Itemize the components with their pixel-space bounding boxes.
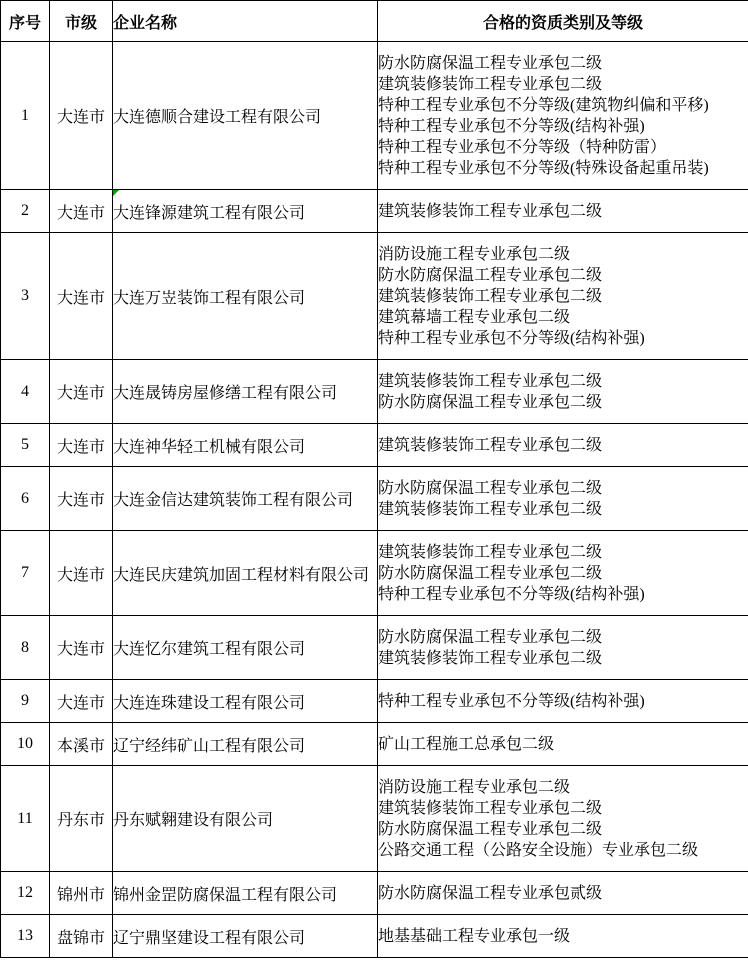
qualification-line: 特种工程专业承包不分等级(结构补强) (378, 329, 645, 347)
row-number-cell: 10 (1, 723, 50, 766)
header-row (1, 1, 748, 42)
table-row (1, 872, 748, 915)
city-cell: 锦州市 (50, 872, 113, 915)
company-name: 大连忆尔建筑工程有限公司 (113, 641, 306, 658)
company-cell (113, 233, 378, 360)
qualification-cell (378, 424, 748, 467)
qualification-line: 建筑装修装饰工程专业承包二级 (378, 202, 603, 220)
qualification-line: 防水防腐保温工程专业承包贰级 (378, 884, 603, 902)
table-body (1, 42, 748, 958)
qualification-line: 防水防腐保温工程专业承包二级 (378, 266, 603, 284)
qualification-line: 建筑装修装饰工程专业承包二级 (378, 287, 603, 305)
company-cell (113, 424, 378, 467)
city-cell: 大连市 (50, 616, 113, 680)
table-row (1, 723, 748, 766)
company-cell (113, 42, 378, 190)
header-cell-no: 序号 (1, 1, 50, 42)
city-cell: 盘锦市 (50, 915, 113, 958)
company-cell (113, 766, 378, 872)
row-number-cell: 13 (1, 915, 50, 958)
table-row (1, 424, 748, 467)
qualification-cell (378, 872, 748, 915)
city-cell: 大连市 (50, 467, 113, 531)
qualification-line: 特种工程专业承包不分等级(特殊设备起重吊装) (378, 159, 709, 177)
table-row (1, 360, 748, 424)
city-cell: 大连市 (50, 42, 113, 190)
company-name: 大连晟铸房屋修缮工程有限公司 (113, 385, 338, 402)
company-cell (113, 467, 378, 531)
qualification-line: 建筑装修装饰工程专业承包二级 (378, 543, 603, 561)
qualification-cell (378, 190, 748, 233)
city-cell: 丹东市 (50, 766, 113, 872)
company-name: 大连德顺合建设工程有限公司 (113, 109, 322, 126)
company-cell (113, 616, 378, 680)
city-cell: 大连市 (50, 233, 113, 360)
table-header (1, 1, 748, 42)
company-name: 大连连珠建设工程有限公司 (113, 694, 306, 712)
qualification-line: 防水防腐保温工程专业承包二级 (378, 628, 603, 646)
row-number-cell: 2 (1, 190, 50, 233)
qualification-cell (378, 360, 748, 424)
table-row (1, 42, 748, 190)
row-number-cell: 12 (1, 872, 50, 915)
qualification-line: 消防设施工程专业承包二级 (378, 245, 571, 263)
company-cell (113, 680, 378, 723)
company-cell (113, 360, 378, 424)
company-name: 大连神华轻工机械有限公司 (113, 438, 306, 456)
qualification-line: 建筑幕墙工程专业承包二级 (378, 308, 571, 326)
row-number-cell: 9 (1, 680, 50, 723)
qualification-line: 特种工程专业承包不分等级(结构补强) (378, 585, 645, 603)
header-cell-city: 市级 (50, 1, 113, 42)
qualification-cell (378, 42, 748, 190)
row-number-cell: 11 (1, 766, 50, 872)
qualification-line: 防水防腐保温工程专业承包二级 (378, 479, 603, 497)
qualification-cell (378, 233, 748, 360)
company-name: 大连民庆建筑加固工程材料有限公司 (113, 566, 370, 584)
table-row (1, 680, 748, 723)
city-cell: 大连市 (50, 424, 113, 467)
table-row (1, 190, 748, 233)
qualification-cell (378, 467, 748, 531)
qualification-line: 地基基础工程专业承包一级 (378, 927, 571, 945)
qualification-cell (378, 766, 748, 872)
table-row (1, 531, 748, 616)
company-name: 锦州金罡防腐保温工程有限公司 (113, 886, 338, 904)
company-cell (113, 723, 378, 766)
qualification-line: 防水防腐保温工程专业承包二级 (378, 54, 603, 72)
company-name: 丹东赋翱建设有限公司 (113, 812, 274, 829)
header-cell-qualification: 合格的资质类别及等级 (378, 1, 748, 42)
row-number-cell: 7 (1, 531, 50, 616)
company-name: 大连万岦装饰工程有限公司 (113, 289, 306, 307)
company-name: 大连金信达建筑装饰工程有限公司 (113, 492, 354, 509)
table-row (1, 616, 748, 680)
city-cell: 大连市 (50, 360, 113, 424)
company-name: 辽宁经纬矿山工程有限公司 (113, 737, 306, 755)
qualification-line: 消防设施工程专业承包二级 (378, 778, 571, 796)
city-cell: 大连市 (50, 190, 113, 233)
table-row (1, 915, 748, 958)
row-number-cell: 8 (1, 616, 50, 680)
table-row (1, 467, 748, 531)
qualification-line: 建筑装修装饰工程专业承包二级 (378, 500, 603, 518)
row-number-cell: 6 (1, 467, 50, 531)
city-cell: 本溪市 (50, 723, 113, 766)
row-number-cell: 5 (1, 424, 50, 467)
qualification-line: 防水防腐保温工程专业承包二级 (378, 564, 603, 582)
qualification-line: 建筑装修装饰工程专业承包二级 (378, 649, 603, 667)
qualification-line: 特种工程专业承包不分等级(建筑物纠偏和平移) (378, 96, 709, 114)
qualification-line: 防水防腐保温工程专业承包二级 (378, 820, 603, 838)
qualification-line: 特种工程专业承包不分等级(结构补强) (378, 117, 645, 135)
header-cell-company: 企业名称 (113, 1, 378, 42)
qualification-cell (378, 680, 748, 723)
qualification-line: 建筑装修装饰工程专业承包二级 (378, 799, 603, 817)
qualification-line: 建筑装修装饰工程专业承包二级 (378, 436, 603, 454)
table-row (1, 766, 748, 872)
qualification-cell (378, 723, 748, 766)
qualification-line: 矿山工程施工总承包二级 (378, 735, 555, 753)
company-cell (113, 915, 378, 958)
qualification-line: 建筑装修装饰工程专业承包二级 (378, 372, 603, 390)
qualification-line: 公路交通工程（公路安全设施）专业承包二级 (378, 841, 699, 859)
qualification-cell (378, 915, 748, 958)
cell-comment-marker (113, 190, 119, 196)
company-cell (113, 190, 378, 233)
qualification-cell (378, 616, 748, 680)
row-number-cell: 3 (1, 233, 50, 360)
company-cell (113, 872, 378, 915)
qualification-line: 防水防腐保温工程专业承包二级 (378, 393, 603, 411)
qualification-cell (378, 531, 748, 616)
company-cell (113, 531, 378, 616)
qualification-line: 特种工程专业承包不分等级(结构补强) (378, 692, 645, 710)
city-cell: 大连市 (50, 680, 113, 723)
qualification-line: 建筑装修装饰工程专业承包二级 (378, 75, 603, 93)
qualification-line: 特种工程专业承包不分等级（特种防雷） (378, 138, 667, 156)
table-row (1, 233, 748, 360)
company-name: 大连锋源建筑工程有限公司 (113, 204, 306, 222)
row-number-cell: 4 (1, 360, 50, 424)
row-number-cell: 1 (1, 42, 50, 190)
company-name: 辽宁鼎坚建设工程有限公司 (113, 929, 306, 947)
city-cell: 大连市 (50, 531, 113, 616)
